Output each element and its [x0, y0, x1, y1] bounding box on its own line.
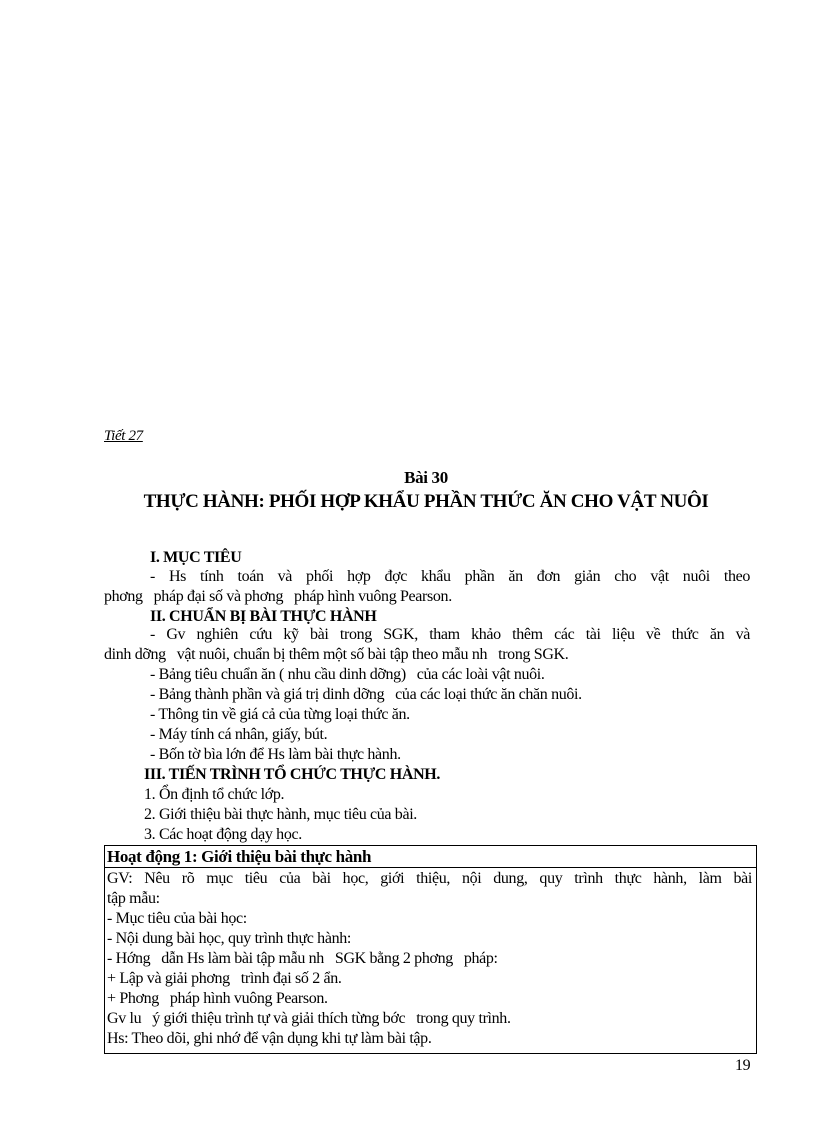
table-line: Gv lu ý giới thiệu trình tự và giải thích từng bớc trong quy trình. — [107, 1010, 511, 1027]
page-title: THỰC HÀNH: PHỐI HỢP KHẨU PHẦN THỨC ĂN CHO VẬT NUÔI — [143, 491, 709, 512]
activity-table — [104, 845, 757, 1054]
table-line: - Hớng dẫn Hs làm bài tập mẫu nh SGK bằng 2 phơng pháp: — [107, 950, 498, 967]
text-line: - Gv nghiên cứu kỹ bài trong SGK, tham khảo thêm các tài liệu về thức ăn và — [150, 626, 750, 643]
text-line: - Hs tính toán và phối hợp đợc khẩu phần ăn đơn giản cho vật nuôi theo — [150, 568, 750, 585]
text-line: - Bảng tiêu chuẩn ăn ( nhu cầu dinh dỡng) của các loài vật nuôi. — [150, 666, 545, 683]
lesson-number: Bài 30 — [404, 468, 448, 487]
text-line: phơng pháp đại số và phơng pháp hình vuông Pearson. — [104, 588, 452, 605]
text-line: - Bốn tờ bìa lớn để Hs làm bài thực hành. — [150, 746, 401, 763]
table-line: tập mẫu: — [107, 890, 160, 907]
activity-table-header — [105, 846, 756, 868]
table-line: GV: Nêu rõ mục tiêu của bài học, giới thiệu, nội dung, quy trình thực hành, làm bài — [107, 870, 752, 887]
text-line: 3. Các hoạt động dạy học. — [144, 826, 302, 843]
section-heading-preparation: II. CHUẨN BỊ BÀI THỰC HÀNH — [150, 608, 377, 625]
page-number: 19 — [735, 1057, 751, 1074]
text-line: dinh dỡng vật nuôi, chuẩn bị thêm một số bài tập theo mẫu nh trong SGK. — [104, 646, 569, 663]
activity-title: Hoạt động 1: Giới thiệu bài thực hành — [107, 847, 372, 866]
text-line: - Thông tin về giá cả của từng loại thức ăn. — [150, 706, 410, 723]
text-line: 1. Ổn định tổ chức lớp. — [144, 786, 285, 803]
text-line: - Bảng thành phần và giá trị dinh dỡng của các loại thức ăn chăn nuôi. — [150, 686, 582, 703]
section-heading-objectives: I. MỤC TIÊU — [150, 549, 242, 566]
text-line: 2. Giới thiệu bài thực hành, mục tiêu của bài. — [144, 806, 417, 823]
text-line: - Máy tính cá nhân, giấy, bút. — [150, 726, 328, 743]
lesson-period: Tiết 27 — [104, 428, 143, 444]
table-line: + Phơng pháp hình vuông Pearson. — [107, 990, 328, 1007]
table-line: - Nội dung bài học, quy trình thực hành: — [107, 930, 351, 947]
section-heading-process: III. TIẾN TRÌNH TỔ CHỨC THỰC HÀNH. — [144, 766, 441, 783]
table-line: + Lập và giải phơng trình đại số 2 ẩn. — [107, 970, 342, 987]
table-line: - Mục tiêu của bài học: — [107, 910, 247, 927]
table-line: Hs: Theo dõi, ghi nhớ để vận dụng khi tự làm bài tập. — [107, 1030, 432, 1047]
